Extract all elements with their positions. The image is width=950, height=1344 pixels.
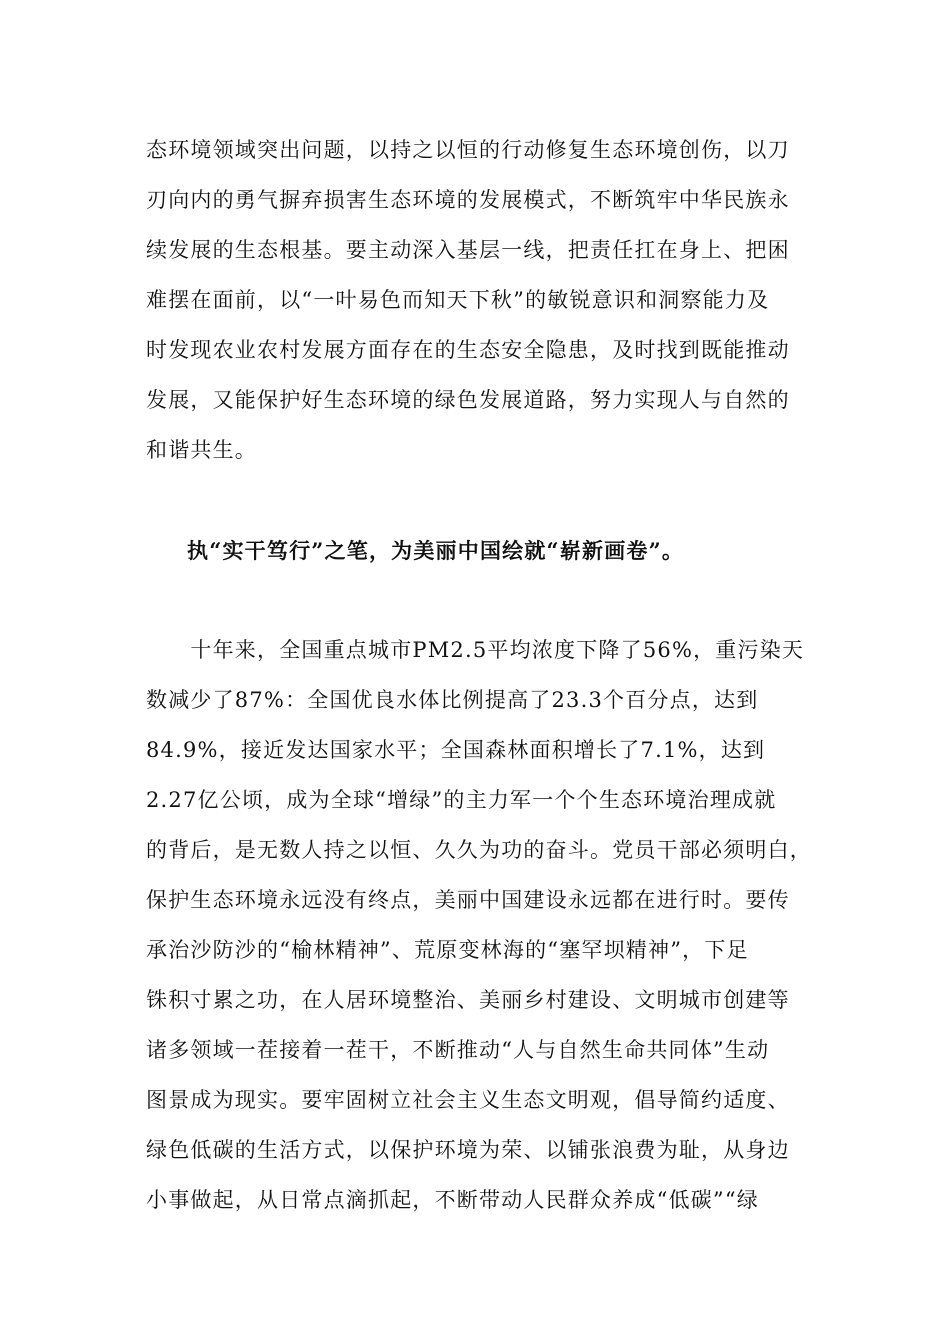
paragraph-line: 铢积寸累之功，在人居环境整治、美丽乡村建设、文明城市创建等 [146,988,790,1012]
paragraph-line: 数减少了87%：全国优良水体比例提高了23.3个百分点，达到 [146,688,759,712]
section-heading: 执“实干笃行”之笔，为美丽中国绘就“崭新画卷”。 [187,538,685,563]
paragraph-line: 刃向内的勇气摒弃损害生态环境的发展模式，不断筑牢中华民族永 [146,188,790,212]
paragraph-line: 绿色低碳的生活方式，以保护环境为荣、以铺张浪费为耻，从身边 [146,1138,790,1162]
paragraph-line: 小事做起，从日常点滴抓起，不断带动人民群众养成“低碳”“绿 [146,1188,760,1212]
paragraph-line: 续发展的生态根基。要主动深入基层一线，把责任扛在身上、把困 [146,238,790,262]
paragraph-2 [146,625,818,1225]
paragraph-line: 和谐共生。 [146,438,257,462]
paragraph-line: 2.27亿公顷，成为全球“增绿”的主力军一个个生态环境治理成就 [146,788,777,812]
paragraph-line: 十年来，全国重点城市PM2.5平均浓度下降了56%，重污染天 [146,638,805,662]
paragraph-1 [146,125,818,475]
paragraph-line: 的背后，是无数人持之以恒、久久为功的奋斗。党员干部必须明白， [146,838,812,862]
paragraph-line: 承治沙防沙的“榆林精神”、荒原变林海的“塞罕坝精神”，下足 [146,938,749,962]
paragraph-line: 难摆在面前，以“一叶易色而知天下秋”的敏锐意识和洞察能力及 [146,288,770,312]
paragraph-line: 态环境领域突出问题，以持之以恒的行动修复生态环境创伤，以刀 [146,138,790,162]
paragraph-line: 图景成为现实。要牢固树立社会主义生态文明观，倡导简约适度、 [146,1088,790,1112]
paragraph-line: 84.9%，接近发达国家水平；全国森林面积增长了7.1%，达到 [146,738,766,762]
paragraph-line: 时发现农业农村发展方面存在的生态安全隐患，及时找到既能推动 [146,338,790,362]
paragraph-line: 诸多领域一茬接着一茬干，不断推动“人与自然生命共同体”生动 [146,1038,770,1062]
paragraph-line: 发展，又能保护好生态环境的绿色发展道路，努力实现人与自然的 [146,388,790,412]
paragraph-line: 保护生态环境永远没有终点，美丽中国建设永远都在进行时。要传 [146,888,790,912]
